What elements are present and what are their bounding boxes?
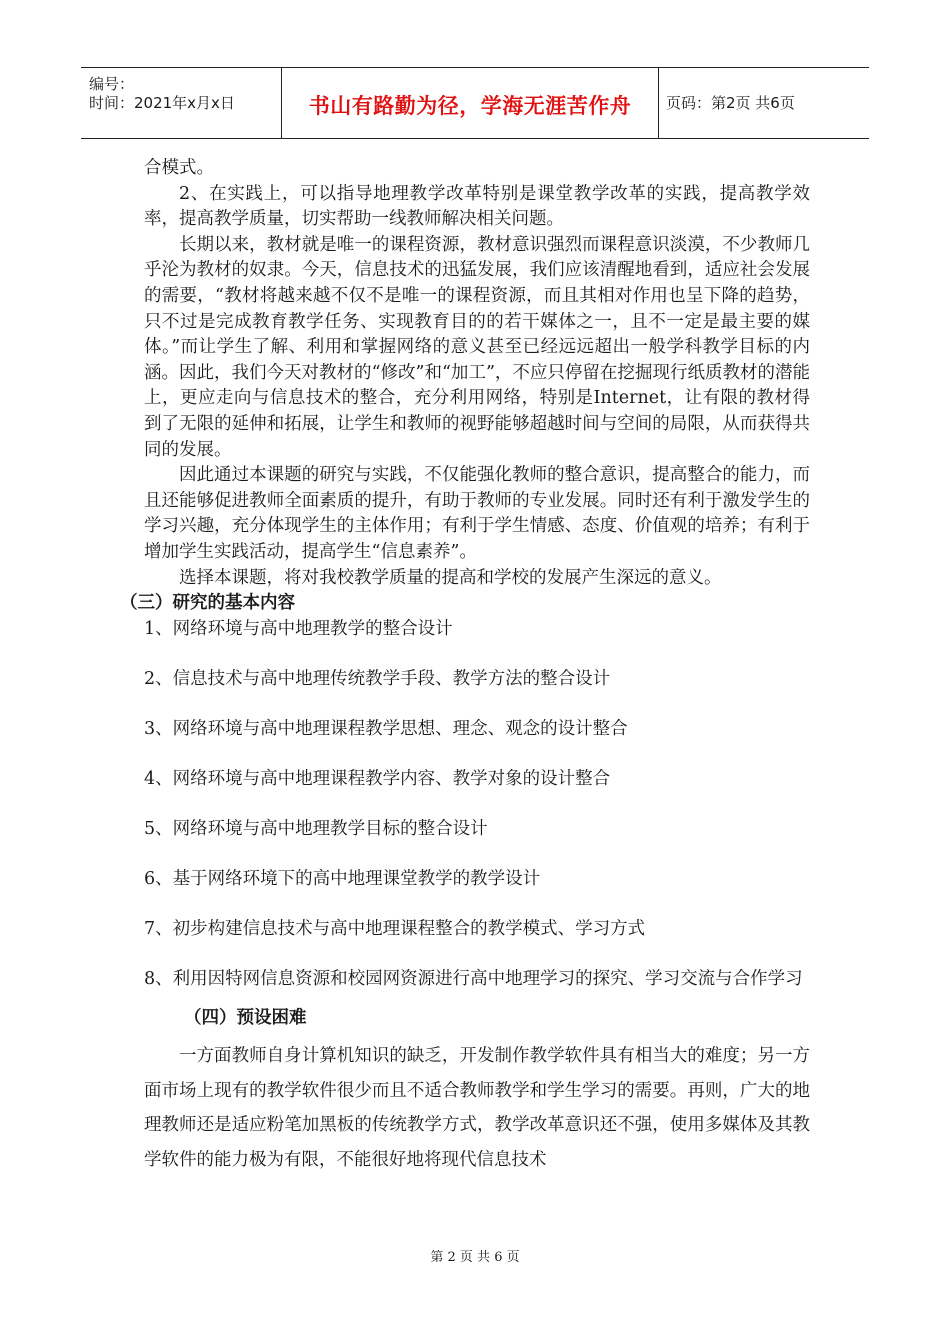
number-label: 编号：	[89, 75, 135, 93]
list-item: 5、网络环境与高中地理教学目标的整合设计	[144, 818, 488, 839]
header-motto-cell	[282, 68, 659, 138]
list-item: 6、基于网络环境下的高中地理课堂教学的教学设计	[144, 868, 541, 889]
paragraph-practice: 2、在实践上，可以指导地理教学改革特别是课堂教学改革的实践，提高教学效率，提高教学质量，切实帮助一线教师解决相关问题。	[144, 183, 810, 230]
paragraph-difficulties: 一方面教师自身计算机知识的缺乏，开发制作教学软件具有相当大的难度；另一方面市场上现有的教学软件很少而且不适合教师教学和学生学习的需要。再则，广大的地理教师还是适应粉笔加黑板的传统教学方式，教学改革意识还不强，使用多媒体及其教学软件的能力极为有限，不能很好地将现代信息技术	[144, 1046, 810, 1170]
paragraph-research-value: 因此通过本课题的研究与实践，不仅能强化教师的整合意识，提高整合的能力，而且还能够促进教师全面素质的提升，有助于教师的专业发展。同时还有利于激发学生的学习兴趣，充分体现学生的主体作用；有利于学生情感、态度、价值观的培养；有利于增加学生实践活动，提高学生“信息素养”。	[144, 465, 810, 562]
list-item: 1、网络环境与高中地理教学的整合设计	[144, 618, 453, 639]
list-item: 7、初步构建信息技术与高中地理课程整合的教学模式、学习方式	[144, 918, 646, 939]
list-item: 2、信息技术与高中地理传统教学手段、教学方法的整合设计	[144, 668, 611, 689]
list-item: 8、利用因特网信息资源和校园网资源进行高中地理学习的探究、学习交流与合作学习	[144, 968, 803, 989]
header-page-info: 页码：第2页 共6页	[666, 94, 795, 112]
date-line: 时间：2021年x月x日	[89, 94, 235, 112]
page-footer: 第 2 页 共 6 页	[430, 1250, 520, 1265]
motto-text: 书山有路勤为径，学海无涯苦作舟	[308, 94, 632, 118]
section-title-basic-content: （三）研究的基本内容	[120, 593, 295, 614]
header-info-cell	[81, 68, 282, 138]
list-item: 3、网络环境与高中地理课程教学思想、理念、观念的设计整合	[144, 718, 628, 739]
paragraph-continuation: 合模式。	[144, 158, 214, 178]
paragraph-textbook: 长期以来，教材就是唯一的课程资源，教材意识强烈而课程意识淡漠，不少教师几乎沦为教材的奴隶。今天，信息技术的迅猛发展，我们应该清醒地看到，适应社会发展的需要，“教材将越来越不仅不是唯一的课程资源，而且其相对作用也呈下降的趋势，只不过是完成教育教学任务、实现教育目的的若干媒体之一，且不一定是最主要的媒体。”而让学生了解、利用和掌握网络的意义甚至已经远远超出一般学科教学目标的内涵。因此，我们今天对教材的“修改”和“加工”，不应只停留在挖掘现行纸质教材的潜能上，更应走向与信息技术的整合，充分利用网络，特别是Internet，让有限的教材得到了无限的延伸和拓展，让学生和教师的视野能够超越时间与空间的局限，从而获得共同的发展。	[144, 234, 810, 460]
list-item: 4、网络环境与高中地理课程教学内容、教学对象的设计整合	[144, 768, 611, 789]
content-list	[144, 617, 810, 992]
document-body	[120, 156, 810, 1177]
section-title-difficulties: （四）预设困难	[184, 1008, 307, 1029]
paragraph-significance: 选择本课题，将对我校教学质量的提高和学校的发展产生深远的意义。	[179, 567, 722, 588]
page-header	[81, 67, 869, 139]
